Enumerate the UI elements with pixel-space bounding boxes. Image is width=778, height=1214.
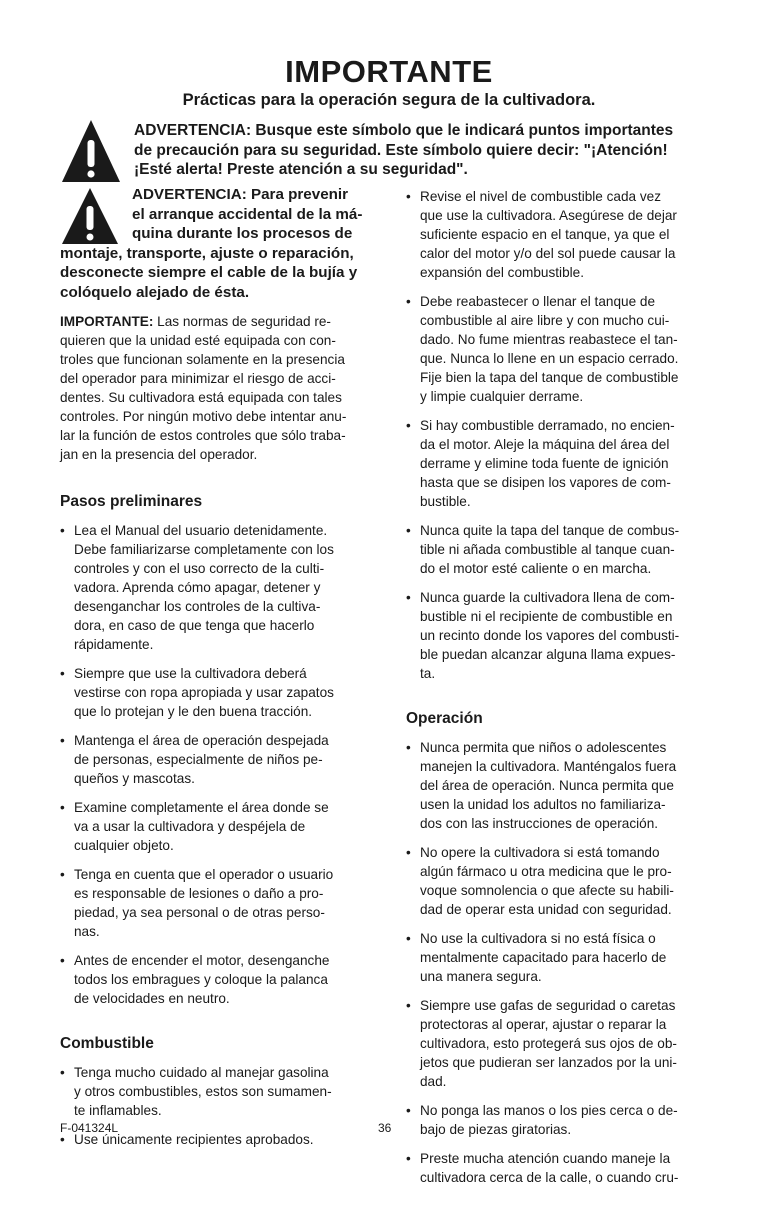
top-warning-line: de precaución para su seguridad. Este símbolo quiere decir: "¡Atención! [134, 141, 668, 159]
text-line: es responsable de lesiones o daño a pro- [74, 886, 324, 901]
page-subtitle: Prácticas para la operación segura de la cultivadora. [182, 91, 596, 109]
text-line: usen la unidad los adultos no familiariza- [420, 797, 666, 812]
text-line: dado. No fume mientras reabastece el tan- [420, 332, 678, 347]
text-line: hasta que se disipen los vapores de com- [420, 475, 671, 490]
section-heading-operacion: Operación [406, 710, 483, 727]
text-line: combustible al aire libre y con mucho cui- [420, 313, 670, 328]
importante-line: lar la función de estos controles que sólo traba- [60, 428, 346, 443]
text-line: vadora. Aprenda cómo apagar, detener y [74, 580, 321, 595]
text-line: bustible. [420, 494, 471, 509]
text-line: que lo protejan y le den buena tracción. [74, 704, 313, 719]
text-line: • Examine completamente el área donde se [74, 800, 329, 815]
text-line: suficiente espacio en el tanque, ya que el [420, 227, 670, 242]
document-code: F-041324L [60, 1121, 119, 1135]
text-line: • Antes de encender el motor, desenganche [74, 953, 330, 968]
text-line: derrame y elimine toda fuente de ignición [420, 456, 669, 471]
list-item [406, 588, 736, 683]
list-item [406, 1149, 736, 1187]
list-item [60, 798, 390, 855]
text-line: voque somnolencia o que afecte su habili- [420, 883, 674, 898]
page-number: 36 [378, 1121, 392, 1135]
section-heading-combustible: Combustible [60, 1035, 154, 1052]
text-line: vestirse con ropa apropiada y usar zapatos [74, 685, 334, 700]
text-line: • Revise el nivel de combustible cada vez [420, 189, 662, 204]
importante-line: Las normas de seguridad re- [153, 314, 331, 329]
text-line: cultivadora cerca de la calle, o cuando cru- [420, 1170, 679, 1185]
top-warning-line: ¡Esté alerta! Preste atención a su seguridad". [134, 161, 468, 178]
text-line: que use la cultivadora. Asegúrese de dejar [420, 208, 677, 223]
text-line: todos los embragues y coloque la palanca [74, 972, 328, 987]
section-heading-pasos: Pasos preliminares [60, 493, 203, 510]
text-line: • Tenga mucho cuidado al manejar gasolina [74, 1065, 329, 1080]
right-column [406, 187, 736, 1187]
text-line: bajo de piezas giratorias. [420, 1122, 572, 1137]
list-item [60, 521, 390, 654]
text-line: y otros combustibles, estos son sumamen- [74, 1084, 332, 1099]
fuel-list [406, 187, 736, 683]
importante-line: troles que funcionan solamente en la presencia [60, 352, 345, 367]
text-line: Debe familiarizarse completamente con los [74, 542, 334, 557]
text-line: do el motor esté caliente o en marcha. [420, 561, 652, 576]
top-warning-line: ADVERTENCIA: Busque este símbolo que le indicará puntos importantes [134, 122, 674, 139]
engine-warning-line: montaje, transporte, ajuste o reparación, [60, 244, 354, 262]
list-item [60, 951, 390, 1008]
text-line: • No opere la cultivadora si está tomando [420, 845, 660, 860]
importante-line: quieren que la unidad esté equipada con con- [60, 333, 336, 348]
text-line: va a usar la cultivadora y despéjela de [74, 819, 306, 834]
text-line: • Use únicamente recipientes aprobados. [74, 1132, 314, 1147]
importante-line: dentes. Su cultivadora está equipada con tales [60, 390, 342, 405]
text-line: cualquier objeto. [74, 838, 174, 853]
text-line: calor del motor y/o del sol puede causar la [420, 246, 676, 261]
text-line: • No use la cultivadora si no está física o [420, 931, 656, 946]
text-line: dad de operar esta unidad con seguridad. [420, 902, 672, 917]
text-line: da el motor. Aleje la máquina del área del [420, 437, 670, 452]
text-line: dora, en caso de que tenga que hacerlo [74, 618, 315, 633]
left-column [60, 312, 390, 1149]
text-line: ble puedan alcanzar alguna llama expues- [420, 647, 676, 662]
list-item [60, 731, 390, 788]
text-line: protectoras al operar, ajustar o reparar la [420, 1017, 667, 1032]
text-line: • Mantenga el área de operación despejada [74, 733, 329, 748]
text-line: desenganchar los controles de la cultiva- [74, 599, 321, 614]
text-line: te inflamables. [74, 1103, 162, 1118]
text-line: mentalmente capacitado para hacerlo de [420, 950, 667, 965]
text-line: • Lea el Manual del usuario detenidamente. [74, 523, 328, 538]
text-line: • Nunca guarde la cultivadora llena de com- [420, 590, 675, 605]
text-line: dad. [420, 1074, 447, 1089]
text-line: • No ponga las manos o los pies cerca o de- [420, 1103, 678, 1118]
text-line: una manera segura. [420, 969, 542, 984]
text-line: • Tenga en cuenta que el operador o usuario [74, 867, 334, 882]
text-line: • Preste mucha atención cuando maneje la [420, 1151, 671, 1166]
importante-line: del operador para minimizar el riesgo de acci- [60, 371, 336, 386]
list-item [60, 664, 390, 721]
text-line: • Si hay combustible derramado, no encien- [420, 418, 675, 433]
engine-warning-line: ADVERTENCIA: Para prevenir [132, 186, 349, 203]
text-line: de personas, especialmente de niños pe- [74, 752, 323, 767]
importante-line: controles. Por ningún motivo debe intentar anu- [60, 409, 347, 424]
engine-warning-text [60, 185, 390, 303]
text-line: jetos que pudieran ser lanzados por la uni- [420, 1055, 677, 1070]
text-line: controles y con el uso correcto de la culti- [74, 561, 325, 576]
text-line: queños y mascotas. [74, 771, 195, 786]
list-item [406, 738, 736, 833]
text-line: • Nunca permita que niños o adolescentes [420, 740, 667, 755]
list-item [406, 929, 736, 986]
list-item [406, 843, 736, 919]
text-line: cultivadora, esto protegerá sus ojos de ob- [420, 1036, 677, 1051]
engine-warning-line: el arranque accidental de la má- [132, 205, 363, 223]
text-line: del área de operación. Nunca permita que [420, 778, 674, 793]
text-line: • Debe reabastecer o llenar el tanque de [420, 294, 656, 309]
text-line: nas. [74, 924, 100, 939]
list-item [406, 1101, 736, 1139]
engine-warning-line: colóquelo alejado de ésta. [60, 283, 250, 301]
operacion-list [406, 738, 736, 1187]
list-item [406, 292, 736, 406]
text-line: Fije bien la tapa del tanque de combustible [420, 370, 679, 385]
list-item [406, 416, 736, 511]
text-line: de velocidades en neutro. [74, 991, 230, 1006]
engine-warning-line: desconecte siempre el cable de la bujía y [60, 264, 358, 282]
text-line: y limpie cualquier derrame. [420, 389, 584, 404]
page-title: IMPORTANTE [285, 54, 493, 89]
text-line: ta. [420, 666, 436, 681]
importante-label: IMPORTANTE: [60, 314, 154, 329]
importante-line: jan en la presencia del operador. [60, 447, 258, 462]
text-line: rápidamente. [74, 637, 154, 652]
text-line: manejen la cultivadora. Manténgalos fuera [420, 759, 677, 774]
list-item [406, 996, 736, 1091]
text-line: que. Nunca lo llene en un espacio cerrado. [420, 351, 679, 366]
text-line: dos con las instrucciones de operación. [420, 816, 659, 831]
text-line: • Nunca quite la tapa del tanque de combus- [420, 523, 680, 538]
text-line: • Siempre que use la cultivadora deberá [74, 666, 307, 681]
pasos-list [60, 521, 390, 1008]
list-item [406, 187, 736, 282]
text-line: expansión del combustible. [420, 265, 584, 280]
list-item [406, 521, 736, 578]
text-line: • Siempre use gafas de seguridad o caretas [420, 998, 676, 1013]
importante-paragraph [60, 312, 390, 464]
text-line: piedad, ya sea personal o de otras perso- [74, 905, 325, 920]
text-line: un recinto donde los vapores del combusti- [420, 628, 680, 643]
text-line: algún fármaco u otra medicina que le pro- [420, 864, 672, 879]
warning-triangle-icon [60, 118, 122, 184]
top-warning-text [134, 121, 754, 180]
engine-warning-line: quina durante los procesos de [132, 225, 353, 243]
combustible-list [60, 1063, 390, 1149]
text-line: bustible ni el recipiente de combustible en [420, 609, 673, 624]
text-line: tible ni añada combustible al tanque cuan- [420, 542, 675, 557]
list-item [60, 865, 390, 941]
list-item [60, 1063, 390, 1120]
